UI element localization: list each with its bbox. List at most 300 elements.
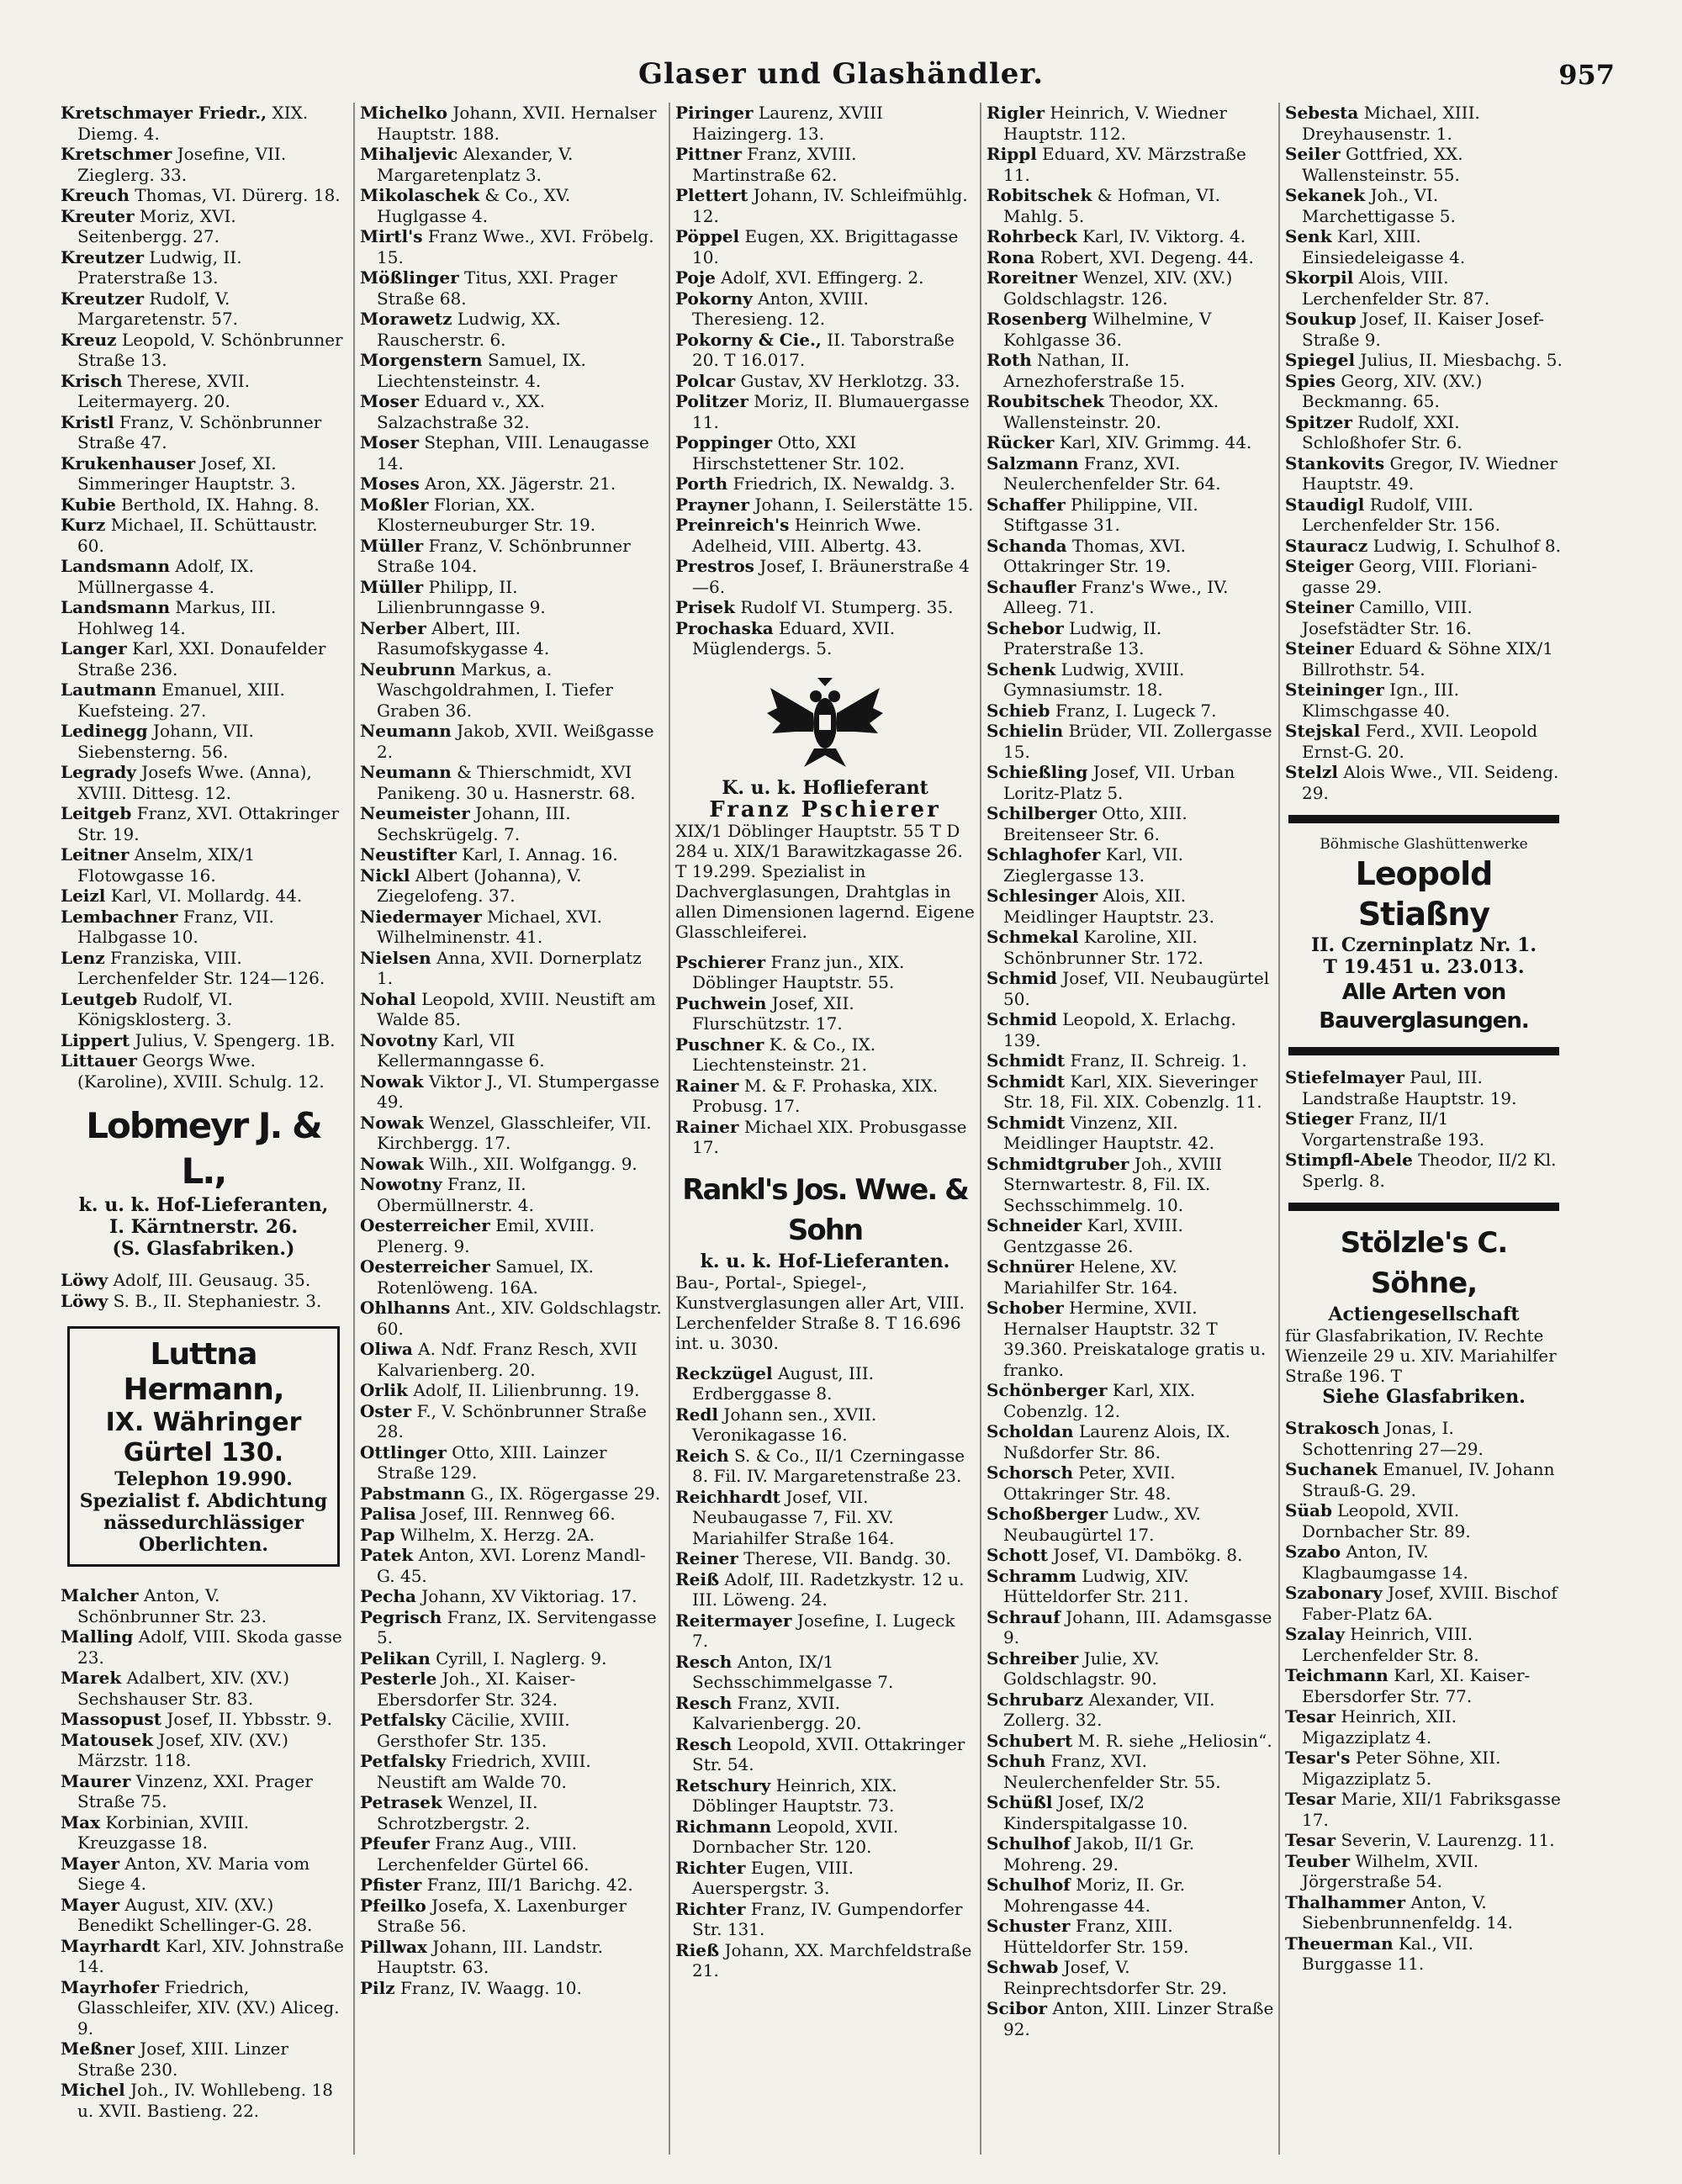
entry-name: Thalhammer xyxy=(1285,1891,1406,1912)
directory-entry xyxy=(1285,1851,1563,1892)
directory-entry xyxy=(61,1771,346,1812)
directory-entry xyxy=(986,1504,1274,1545)
entry-name: Rainer xyxy=(675,1075,739,1096)
directory-entry xyxy=(675,1775,975,1816)
ad-rankl xyxy=(675,1170,975,1353)
directory-entry xyxy=(1285,226,1563,267)
entry-address: Joh., IV. Wohllebeng. 18 u. XVII. Bastieng. 22. xyxy=(77,2080,333,2121)
directory-entry xyxy=(360,1113,663,1154)
entry-name: Kretschmer xyxy=(61,144,172,164)
entry-list xyxy=(1285,1067,1563,1191)
directory-entry xyxy=(360,309,663,350)
entry-name: Reiner xyxy=(675,1548,738,1568)
directory-entry xyxy=(360,1504,663,1525)
directory-entry xyxy=(986,103,1274,144)
directory-entry xyxy=(61,1291,346,1312)
entry-name: Moser xyxy=(360,391,419,411)
entry-name: Patek xyxy=(360,1545,414,1565)
directory-entry xyxy=(986,844,1274,886)
entry-address: Heinrich Wwe. Adelheid, VIII. Albertg. 43. xyxy=(692,515,923,556)
entry-name: Pfister xyxy=(360,1875,422,1895)
directory-entry xyxy=(360,907,663,948)
entry-address: Joh., XI. Kaiser-Ebersdorfer Str. 324. xyxy=(377,1668,576,1710)
directory-entry xyxy=(360,1030,663,1071)
entry-name: Schorsch xyxy=(986,1462,1074,1483)
entry-name: Reich xyxy=(675,1445,729,1466)
entry-address: Gottfried, XX. Wallensteinstr. 55. xyxy=(1302,144,1463,185)
directory-entry xyxy=(986,1833,1274,1875)
entry-name: Mihaljevic xyxy=(360,144,458,164)
entry-name: Schielin xyxy=(986,721,1064,741)
entry-list xyxy=(1285,103,1563,803)
directory-entry xyxy=(61,1853,346,1895)
entry-address: Robert, XVI. Degeng. 44. xyxy=(1039,246,1254,267)
ad-name: Leopold Stiaßny xyxy=(1355,855,1493,933)
directory-entry xyxy=(61,638,346,680)
directory-entry xyxy=(1285,762,1563,803)
entry-name: Max xyxy=(61,1811,101,1832)
entry-address: M. R. siehe „Heliosin“. xyxy=(1077,1730,1272,1751)
entry-address: Franz Aug., VIII. Lerchenfelder Gürtel 66. xyxy=(377,1833,590,1875)
entry-name: Pelikan xyxy=(360,1647,431,1668)
ad-text: für Glasfabrikation, IV. Rechte Wienzeile 29 u. XIV. Mariahilfer Straße 196. T xyxy=(1285,1325,1557,1386)
entry-address: Leopold, X. Erlachg. 139. xyxy=(1003,1009,1236,1050)
directory-entry xyxy=(1285,1067,1563,1108)
entry-name: Schüßl xyxy=(986,1792,1053,1812)
entry-address: Severin, V. Laurenzg. 11. xyxy=(1341,1830,1555,1850)
entry-address: Vinzenz, XXI. Prager Straße 75. xyxy=(77,1770,313,1811)
directory-entry xyxy=(61,803,346,844)
entry-name: Poppinger xyxy=(675,432,773,452)
directory-entry xyxy=(61,2080,346,2121)
directory-entry xyxy=(986,1792,1274,1833)
entry-address: Wenzel, II. Schrotzbergstr. 2. xyxy=(377,1792,538,1833)
entry-address: XIX. Diemg. 4. xyxy=(77,103,309,144)
entry-address: Heinrich, XIX. Döblinger Hauptstr. 73. xyxy=(692,1774,897,1816)
entry-address: Anton, XVI. Lorenz Mandl-G. 45. xyxy=(377,1545,646,1586)
entry-list xyxy=(1285,1418,1563,1975)
entry-address: Jonas, I. Schottenring 27—29. xyxy=(1302,1418,1484,1459)
entry-name: Legrady xyxy=(61,762,136,782)
entry-name: Stieger xyxy=(1285,1108,1354,1129)
directory-entry xyxy=(986,1298,1274,1380)
entry-name: Rohrbeck xyxy=(986,226,1077,246)
entry-address: Laurenz, XVIII Haizingerg. 13. xyxy=(692,103,883,144)
entry-address: Georg, XIV. (XV.) Beckmanng. 65. xyxy=(1302,370,1483,411)
directory-entry xyxy=(986,391,1274,432)
directory-entry xyxy=(675,1363,975,1404)
entry-name: Schuh xyxy=(986,1751,1046,1771)
directory-entry xyxy=(360,103,663,144)
directory-entry xyxy=(360,1401,663,1442)
entry-name: Rieß xyxy=(675,1939,720,1960)
entry-name: Reiß xyxy=(675,1568,720,1589)
directory-entry xyxy=(1285,536,1563,557)
entry-name: Szabonary xyxy=(1285,1583,1383,1603)
directory-entry xyxy=(675,1487,975,1549)
entry-address: Josefine, VII. Zieglerg. 33. xyxy=(77,144,287,185)
directory-entry xyxy=(986,927,1274,968)
directory-entry xyxy=(986,350,1274,391)
directory-entry xyxy=(61,1270,346,1291)
directory-entry xyxy=(675,432,975,473)
entry-address: Josef, XI. Simmeringer Hauptstr. 3. xyxy=(77,452,296,494)
directory-entry xyxy=(61,144,346,185)
entry-name: Oster xyxy=(360,1400,412,1421)
entry-name: Seiler xyxy=(1285,144,1341,164)
entry-name: Löwy xyxy=(61,1270,108,1290)
entry-name: Rücker xyxy=(986,432,1055,452)
entry-address: Josef, II. Ybbsstr. 9. xyxy=(167,1709,332,1729)
entry-address: Heinrich, XII. Migazziplatz 4. xyxy=(1302,1706,1457,1748)
entry-address: Julius, V. Spengerg. 1B. xyxy=(135,1029,336,1050)
directory-entry xyxy=(986,1154,1274,1216)
entry-name: Resch xyxy=(675,1651,733,1672)
entry-name: Leutgeb xyxy=(61,988,138,1009)
entry-address: Ludwig, II. Praterstraße 13. xyxy=(77,246,242,288)
entry-address: Titus, XXI. Prager Straße 68. xyxy=(377,267,617,309)
entry-name: Moses xyxy=(360,473,420,494)
ad-line: Actiengesellschaft xyxy=(1328,1304,1520,1325)
ad-text: Bau-, Portal-, Spiegel-, Kunstverglasungen aller Art, VIII. Lerchenfelder Straße 8. T 16.696 int. u. 3030. xyxy=(675,1272,965,1353)
entry-name: Poje xyxy=(675,267,716,288)
directory-entry xyxy=(986,1875,1274,1916)
entry-address: Johann, IV. Schleifmühlg. 12. xyxy=(692,185,968,226)
entry-address: Albert (Johanna), V. Ziegelofeng. 37. xyxy=(377,865,582,906)
directory-entry xyxy=(1285,1789,1563,1830)
directory-entry xyxy=(61,1668,346,1709)
ad-line: I. Kärntnerstr. 26. xyxy=(108,1216,299,1238)
directory-entry xyxy=(360,432,663,473)
ad-name: Luttna Hermann, xyxy=(123,1337,284,1407)
directory-entry xyxy=(61,371,346,412)
directory-entry xyxy=(986,494,1274,536)
directory-entry xyxy=(61,330,346,371)
entry-name: Stankovits xyxy=(1285,452,1385,473)
directory-entry xyxy=(1285,680,1563,721)
entry-address: Anton, IV. Klagbaumgasse 14. xyxy=(1302,1541,1468,1583)
directory-entry xyxy=(360,865,663,907)
entry-address: Johann, XV Viktoriag. 17. xyxy=(421,1586,637,1606)
entry-name: Krisch xyxy=(61,370,123,391)
entry-address: Cyrill, I. Naglerg. 9. xyxy=(436,1647,607,1668)
directory-entry xyxy=(675,952,975,993)
entry-address: & Hofman, VI. Mahlg. 5. xyxy=(1003,185,1220,226)
directory-entry xyxy=(986,1731,1274,1752)
ad-line: k. u. k. Hof-Lieferanten, xyxy=(78,1194,329,1216)
directory-entry xyxy=(360,1154,663,1175)
entry-address: Josef, XII. Flurschützstr. 17. xyxy=(692,992,854,1034)
entry-name: Oesterreicher xyxy=(360,1256,490,1277)
directory-entry xyxy=(1285,638,1563,680)
entry-address: Karl, XIX. Sieveringer Str. 18, Fil. XIX. Cobenzlg. 11. xyxy=(1003,1071,1262,1112)
directory-entry xyxy=(1285,453,1563,494)
entry-address: Anton, XIII. Linzer Straße 92. xyxy=(1003,1998,1274,2039)
directory-entry xyxy=(675,391,975,432)
directory-entry xyxy=(675,993,975,1034)
directory-entry xyxy=(675,1940,975,1981)
entry-address: Franz, IV. Waagg. 10. xyxy=(399,1977,582,1998)
directory-entry xyxy=(675,1569,975,1610)
entry-name: Salzmann xyxy=(986,452,1079,473)
entry-address: Moriz, XVI. Seitenbergg. 27. xyxy=(77,205,236,246)
entry-address: Wenzel, XIV. (XV.) Goldschlagstr. 126. xyxy=(1003,267,1233,309)
directory-entry xyxy=(1285,103,1563,144)
entry-address: Eduard & Söhne XIX/1 Billrothstr. 54. xyxy=(1302,638,1553,680)
entry-name: Schreiber xyxy=(986,1647,1079,1668)
directory-entry xyxy=(675,226,975,267)
entry-address: Gregor, IV. Wiedner Hauptstr. 49. xyxy=(1302,452,1558,494)
directory-entry xyxy=(986,226,1274,247)
entry-address: Florian, XX. Klosterneuburger Str. 19. xyxy=(377,494,596,535)
entry-name: Kreutzer xyxy=(61,246,145,267)
ad-line: nässedurchlässiger Oberlichten. xyxy=(103,1512,304,1556)
entry-name: Nohal xyxy=(360,988,416,1009)
entry-name: Richter xyxy=(675,1898,746,1919)
directory-entry xyxy=(360,1792,663,1833)
entry-address: Franz, VII. Halbgasse 10. xyxy=(77,906,274,947)
entry-name: Schulhof xyxy=(986,1875,1071,1895)
directory-entry xyxy=(986,1607,1274,1648)
directory-entry xyxy=(61,948,346,989)
directory-entry xyxy=(986,1957,1274,1998)
entry-address: Otto, XIII. Breitenseer Str. 6. xyxy=(1003,803,1187,844)
directory-entry xyxy=(986,721,1274,762)
entry-address: Karl, XIV. Grimmg. 44. xyxy=(1059,432,1252,452)
entry-name: Theuerman xyxy=(1285,1933,1394,1954)
entry-name: Marek xyxy=(61,1668,122,1688)
entry-name: Mayer xyxy=(61,1894,119,1915)
entry-address: Markus, a. Waschgoldrahmen, I. Tiefer Graben 36. xyxy=(377,658,613,721)
directory-entry xyxy=(675,494,975,516)
entry-address: Josefine, I. Lugeck 7. xyxy=(692,1610,955,1651)
entry-address: Gustav, XV Herklotzg. 33. xyxy=(740,370,960,391)
directory-entry xyxy=(360,948,663,989)
directory-entry xyxy=(986,701,1274,722)
directory-entry xyxy=(360,1380,663,1401)
entry-address: Franz, V. Schönbrunner Straße 47. xyxy=(77,411,322,452)
entry-address: Vinzenz, XII. Meidlinger Hauptstr. 42. xyxy=(1003,1112,1215,1153)
entry-address: Alexander, VII. Zollerg. 32. xyxy=(1003,1689,1215,1730)
entry-name: Schilberger xyxy=(986,803,1097,823)
entry-name: Müller xyxy=(360,535,424,556)
entry-name: Massopust xyxy=(61,1709,161,1729)
entry-name: Malling xyxy=(61,1626,134,1647)
entry-address: Wilhelmine, V Kohlgasse 36. xyxy=(1003,309,1212,350)
directory-entry xyxy=(986,1690,1274,1731)
entry-name: Scholdan xyxy=(986,1421,1074,1441)
ad-address: IX. Währinger Gürtel 130. xyxy=(105,1408,302,1467)
entry-address: Heinrich, VIII. Lerchenfelder Str. 8. xyxy=(1302,1624,1479,1665)
directory-entry xyxy=(61,597,346,638)
ad-text: XIX/1 Döblinger Hauptstr. 55 T D 284 u. XIX/1 Barawitzkagasse 26. T 19.299. Spezialist in Dachverglasungen, Drahtglas in allen Dimensionen lagernd. Eigene Glasschleiferei. xyxy=(675,820,975,942)
directory-entry xyxy=(61,206,346,247)
entry-name: Kristl xyxy=(61,411,114,432)
entry-name: Schießling xyxy=(986,762,1088,782)
entry-name: Nerber xyxy=(360,617,426,638)
directory-entry xyxy=(1285,1665,1563,1706)
entry-address: Philippine, VII. Stiftgasse 31. xyxy=(1003,494,1198,535)
entry-address: Stephan, VIII. Lenaugasse 14. xyxy=(377,432,649,473)
directory-entry xyxy=(986,618,1274,659)
ad-line: k. u. k. Hof-Lieferanten. xyxy=(700,1250,950,1272)
directory-entry xyxy=(360,1978,663,1999)
double-eagle-icon xyxy=(762,671,888,772)
entry-address: Alois, XII. Meidlinger Hauptstr. 23. xyxy=(1003,886,1215,927)
directory-entry xyxy=(986,309,1274,350)
entry-name: Skorpil xyxy=(1285,267,1354,288)
directory-entry xyxy=(986,1421,1274,1462)
entry-address: Johann, III. Landstr. Hauptstr. 63. xyxy=(377,1936,603,1977)
entry-name: Resch xyxy=(675,1692,733,1713)
entry-address: Franz, XIII. Hütteldorfer Str. 159. xyxy=(1003,1916,1189,1957)
entry-name: Pap xyxy=(360,1524,395,1545)
directory-entry xyxy=(360,536,663,577)
directory-entry xyxy=(675,103,975,144)
entry-address: Ant., XIV. Goldschlagstr. 60. xyxy=(377,1298,662,1339)
entry-address: Franz, XVI. Neulerchenfelder Str. 55. xyxy=(1003,1751,1221,1792)
entry-name: Pokorny xyxy=(675,288,753,309)
entry-address: Ludwig, XVIII. Gymnasiumstr. 18. xyxy=(1003,658,1185,700)
directory-entry xyxy=(986,1113,1274,1154)
entry-name: Neumann xyxy=(360,762,452,782)
entry-address: Wilhelm, X. Herzg. 2A. xyxy=(399,1524,595,1545)
directory-entry xyxy=(1285,1108,1563,1150)
entry-address: Georg, VIII. Floriani-gasse 29. xyxy=(1302,556,1537,597)
entry-name: Rippl xyxy=(986,144,1037,164)
entry-name: Ohlhanns xyxy=(360,1298,451,1318)
entry-name: Schneider xyxy=(986,1215,1082,1235)
entry-name: Neumeister xyxy=(360,803,470,823)
entry-address: Adalbert, XIV. (XV.) Sechshauser Str. 83. xyxy=(77,1668,290,1709)
directory-entry xyxy=(360,1668,663,1710)
directory-entry xyxy=(1285,1748,1563,1789)
directory-entry xyxy=(675,1899,975,1940)
entry-name: Piringer xyxy=(675,103,754,123)
directory-entry xyxy=(986,968,1274,1009)
directory-entry xyxy=(61,1812,346,1853)
entry-address: August, III. Erdberggasse 8. xyxy=(692,1362,875,1404)
entry-address: Anton, XVIII. Theresieng. 12. xyxy=(692,288,869,329)
ad-name: Stölzle's C. Söhne, xyxy=(1340,1226,1508,1300)
directory-entry xyxy=(1285,350,1563,371)
entry-address: Samuel, IX. Rotenlöweng. 16A. xyxy=(377,1256,595,1298)
entry-name: Schubert xyxy=(986,1730,1073,1751)
ad-stiassny xyxy=(1285,835,1563,1035)
entry-address: II. Taborstraße 20. T 16.017. xyxy=(692,329,955,370)
entry-address: Emil, XVIII. Plenerg. 9. xyxy=(377,1215,595,1256)
entry-name: Szabo xyxy=(1285,1541,1341,1562)
directory-entry xyxy=(1285,1933,1563,1975)
entry-name: Schebor xyxy=(986,617,1064,638)
directory-entry xyxy=(986,1256,1274,1298)
entry-address: & Co., XV. Huglgasse 4. xyxy=(377,185,571,226)
entry-name: Mayrhardt xyxy=(61,1935,161,1956)
entry-name: Scibor xyxy=(986,1998,1048,2018)
directory-entry xyxy=(61,762,346,803)
entry-name: Steiger xyxy=(1285,556,1354,576)
directory-entry xyxy=(1285,1150,1563,1191)
directory-entry xyxy=(61,680,346,721)
entry-name: Neubrunn xyxy=(360,658,456,680)
entry-address: Josef, I. Bräunerstraße 4—6. xyxy=(692,556,970,597)
entry-name: Lenz xyxy=(61,947,105,968)
directory-entry xyxy=(1285,1541,1563,1583)
entry-address: Michael, XIII. Dreyhausenstr. 1. xyxy=(1302,103,1480,144)
entry-list xyxy=(986,103,1274,2039)
entry-name: Pilz xyxy=(360,1977,395,1998)
ad-name: Franz Pschierer xyxy=(709,796,941,822)
entry-address: Emanuel, IV. Johann Strauß-G. 29. xyxy=(1302,1459,1555,1500)
directory-entry xyxy=(61,1709,346,1730)
entry-address: Paul, III. Landstraße Hauptstr. 19. xyxy=(1302,1067,1517,1108)
page-title: Glaser und Glashändler. xyxy=(637,57,1045,91)
entry-address: & Thierschmidt, XVI Panikeng. 30 u. Hasnerstr. 68. xyxy=(377,762,636,803)
entry-address: Jakob, XVII. Weißgasse 2. xyxy=(377,721,654,762)
entry-address: Wilh., XII. Wolfgangg. 9. xyxy=(429,1153,637,1174)
entry-name: Roth xyxy=(986,350,1032,370)
directory-entry xyxy=(675,473,975,494)
directory-entry xyxy=(61,288,346,330)
entry-address: Karl, VII. Zieglergasse 13. xyxy=(1003,844,1183,886)
entry-name: Schaffer xyxy=(986,494,1066,515)
entry-address: Adolf, IX. Müllnergasse 4. xyxy=(77,556,254,597)
entry-address: Karoline, XII. Schönbrunner Str. 172. xyxy=(1003,927,1203,968)
entry-name: Schmidt xyxy=(986,1071,1066,1092)
directory-entry xyxy=(1285,412,1563,453)
directory-entry xyxy=(986,886,1274,927)
entry-address: Eduard, XV. Märzstraße 11. xyxy=(1003,144,1246,185)
entry-address: Nathan, II. Arnezhoferstraße 15. xyxy=(1003,350,1186,391)
entry-address: Leopold, XVII. Ottakringer Str. 54. xyxy=(692,1733,965,1774)
entry-name: Palisa xyxy=(360,1504,416,1524)
entry-name: Sekanek xyxy=(1285,185,1366,205)
entry-address: Otto, XXI Hirschstettener Str. 102. xyxy=(692,432,905,473)
entry-address: Franz jun., XIX. Döblinger Hauptstr. 55. xyxy=(692,951,905,992)
entry-name: Müller xyxy=(360,576,424,597)
entry-name: Kurz xyxy=(61,515,106,535)
entry-address: Rudolf, XXI. Schloßhofer Str. 6. xyxy=(1302,411,1462,452)
directory-entry xyxy=(675,1034,975,1076)
entry-address: Hermine, XVII. Hernalser Hauptstr. 32 T 39.360. Preiskataloge gratis u. franko. xyxy=(1003,1298,1267,1380)
directory-entry xyxy=(1285,1583,1563,1624)
entry-address: Josef, VI. Dambökg. 8. xyxy=(1053,1545,1243,1565)
directory-entry xyxy=(675,1404,975,1446)
directory-entry xyxy=(986,1071,1274,1113)
entry-name: Schanda xyxy=(986,535,1067,556)
entry-name: Tesar xyxy=(1285,1830,1336,1850)
directory-entry xyxy=(61,247,346,288)
entry-address: Franz, IX. Servitengasse 5. xyxy=(377,1606,657,1647)
entry-name: Schmid xyxy=(986,968,1057,988)
entry-address: Anton, XV. Maria vom Siege 4. xyxy=(77,1853,310,1894)
entry-address: Franz, XVII. Kalvarienbergg. 20. xyxy=(692,1692,862,1733)
entry-name: Schmekal xyxy=(986,927,1079,947)
directory-entry xyxy=(675,1693,975,1734)
entry-name: Schuster xyxy=(986,1916,1071,1936)
entry-address: Anton, V. Siebenbrunnenfeldg. 14. xyxy=(1302,1891,1513,1933)
entry-address: Franz, II/1 Vorgartenstraße 193. xyxy=(1302,1108,1485,1150)
entry-address: Rudolf VI. Stumperg. 35. xyxy=(740,597,954,617)
directory-entry xyxy=(61,907,346,948)
entry-address: Peter, XVII. Ottakringer Str. 48. xyxy=(1003,1462,1176,1504)
entry-name: Spiegel xyxy=(1285,350,1356,370)
entry-name: Prochaska xyxy=(675,617,774,638)
directory-entry xyxy=(61,721,346,762)
entry-name: Malcher xyxy=(61,1585,139,1605)
entry-name: Schmidt xyxy=(986,1112,1066,1133)
directory-entry xyxy=(360,1896,663,1937)
